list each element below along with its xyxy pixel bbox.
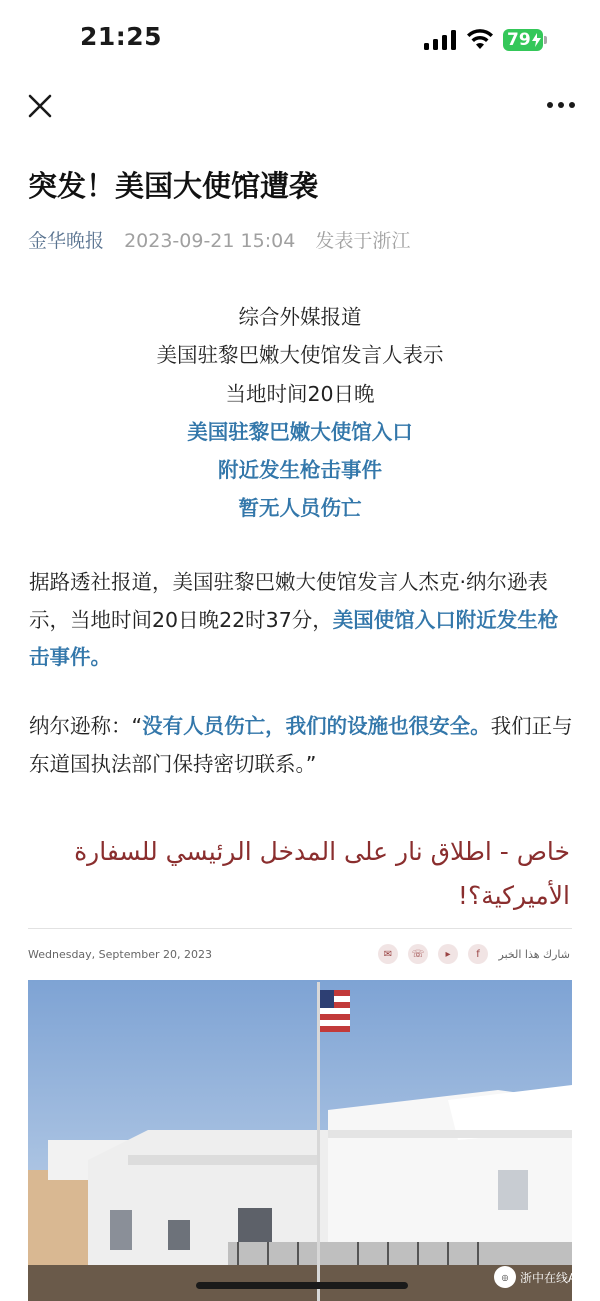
article-intro (0, 298, 600, 528)
app-logo-icon: ◎ (494, 1266, 516, 1288)
share-icons (378, 944, 488, 964)
twitter-icon: ▸ (438, 944, 458, 964)
intro-line: 综合外媒报道 (238, 305, 362, 329)
embedded-date: Wednesday, September 20, 2023 (28, 948, 212, 961)
paragraph-text: 我们正与东道国执法部门保持密切联系。” (29, 714, 573, 776)
paragraph-text: 据路透社报道，美国驻黎巴嫩大使馆发言人杰克·纳尔逊表示，当地时间20日晚22时37分， (29, 570, 549, 632)
battery-level: 79 (507, 30, 531, 50)
article-meta (28, 226, 410, 253)
article-paragraph-2 (29, 708, 574, 783)
article-title: 突发！美国大使馆遭袭 (28, 169, 319, 203)
intro-highlight-line: 暂无人员伤亡 (238, 496, 362, 521)
wifi-icon (466, 28, 494, 50)
article-source[interactable]: 金华晚报 (28, 230, 105, 252)
status-time: 21:25 (80, 22, 163, 51)
intro-line: 当地时间20日晚 (225, 381, 375, 406)
article-paragraph-1 (29, 564, 574, 677)
charging-bolt-icon (532, 33, 541, 47)
app-watermark (494, 1266, 591, 1288)
article-location: 发表于浙江 (315, 230, 411, 252)
embedded-news-image[interactable] (28, 820, 572, 1301)
intro-highlight-line: 美国驻黎巴嫩大使馆入口 (187, 419, 413, 444)
paragraph-highlight: 没有人员伤亡，我们的设施也很安全。 (142, 714, 491, 738)
paragraph-text: 纳尔逊称：“ (29, 714, 143, 738)
home-indicator[interactable] (196, 1282, 408, 1289)
intro-highlight-line: 附近发生枪击事件 (218, 458, 382, 483)
embassy-photo (28, 980, 572, 1301)
watermark-label: 浙中在线APP (520, 1270, 591, 1285)
embedded-headline: خاص - اطلاق نار على المدخل الرئيسي للسفارة الأميركية؟! (74, 837, 570, 910)
battery-cap (544, 36, 547, 44)
divider (28, 928, 572, 929)
article-datetime: 2023-09-21 15:04 (124, 230, 296, 252)
facebook-icon: f (468, 944, 488, 964)
cellular-signal-icon (424, 30, 458, 50)
battery-indicator (503, 29, 543, 51)
whatsapp-icon: ☏ (408, 944, 428, 964)
mail-icon: ✉ (378, 944, 398, 964)
intro-line: 美国驻黎巴嫩大使馆发言人表示 (156, 343, 444, 368)
more-icon[interactable] (546, 100, 576, 110)
paragraph-highlight: 美国使馆入口附近发生枪击事件。 (29, 607, 559, 669)
share-label: شارك هذا الخبر (498, 948, 570, 961)
close-icon[interactable] (26, 92, 54, 120)
